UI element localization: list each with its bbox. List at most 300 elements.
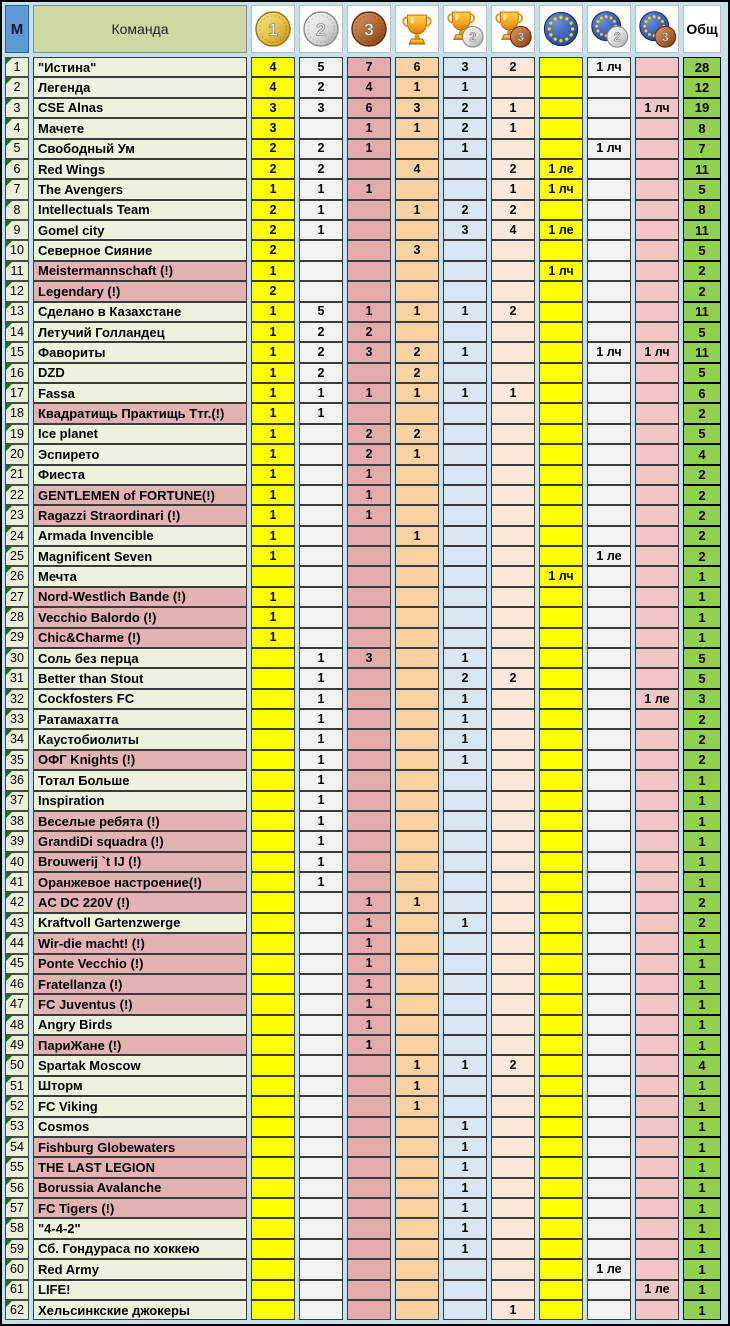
team-name: Ратамахатта bbox=[33, 709, 247, 729]
team-name: DZD bbox=[33, 363, 247, 383]
gold-cup-count bbox=[395, 179, 439, 199]
column-header-place: М bbox=[5, 5, 29, 53]
gold-medal-count: 2 bbox=[251, 159, 295, 179]
team-name: Шторм bbox=[33, 1076, 247, 1096]
total-count: 1 bbox=[683, 770, 721, 790]
euro-silver-count bbox=[587, 363, 631, 383]
silver-medal-count: 1 bbox=[299, 811, 343, 831]
team-name: Armada Invencible bbox=[33, 526, 247, 546]
euro-silver-count bbox=[587, 1218, 631, 1238]
bronze-medal-count bbox=[347, 1055, 391, 1075]
bronze-cup-count bbox=[491, 546, 535, 566]
gold-cup-count bbox=[395, 750, 439, 770]
euro-gold-count bbox=[539, 1178, 583, 1198]
silver-medal-count: 1 bbox=[299, 383, 343, 403]
bronze-medal-count: 1 bbox=[347, 1035, 391, 1055]
gold-cup-count: 2 bbox=[395, 342, 439, 362]
silver-cup-count bbox=[443, 444, 487, 464]
gold-cup-count: 1 bbox=[395, 302, 439, 322]
silver-medal-count bbox=[299, 607, 343, 627]
bronze-medal-count: 1 bbox=[347, 485, 391, 505]
euro-silver-count bbox=[587, 1157, 631, 1177]
silver-cup-count bbox=[443, 852, 487, 872]
total-count: 28 bbox=[683, 57, 721, 77]
euro-bronze-count bbox=[635, 1055, 679, 1075]
bronze-cup-count bbox=[491, 1218, 535, 1238]
euro-bronze-count bbox=[635, 791, 679, 811]
bronze-medal-count: 3 bbox=[347, 648, 391, 668]
euro-bronze-count bbox=[635, 1300, 679, 1320]
euro-gold-count bbox=[539, 852, 583, 872]
bronze-medal-count bbox=[347, 750, 391, 770]
place-number: 60 bbox=[5, 1259, 29, 1279]
euro-silver-count bbox=[587, 465, 631, 485]
gold-cup-count bbox=[395, 607, 439, 627]
bronze-medal-count: 1 bbox=[347, 179, 391, 199]
bronze-cup-count bbox=[491, 1035, 535, 1055]
euro-silver-count bbox=[587, 770, 631, 790]
silver-cup-count bbox=[443, 1300, 487, 1320]
bronze-cup-count bbox=[491, 1137, 535, 1157]
bronze-cup-icon bbox=[493, 9, 533, 49]
team-name: Квадратищь Практищь Ттг.(!) bbox=[33, 403, 247, 423]
euro-gold-count bbox=[539, 791, 583, 811]
gold-medal-count bbox=[251, 1280, 295, 1300]
euro-gold-count bbox=[539, 118, 583, 138]
place-number: 6 bbox=[5, 159, 29, 179]
place-number: 41 bbox=[5, 872, 29, 892]
euro-gold-count bbox=[539, 648, 583, 668]
bronze-cup-count bbox=[491, 1239, 535, 1259]
place-number: 5 bbox=[5, 139, 29, 159]
total-count: 2 bbox=[683, 485, 721, 505]
silver-cup-count: 3 bbox=[443, 220, 487, 240]
gold-cup-count bbox=[395, 1280, 439, 1300]
bronze-cup-count bbox=[491, 403, 535, 423]
euro-gold-count bbox=[539, 424, 583, 444]
bronze-medal-count: 1 bbox=[347, 505, 391, 525]
column-header-silver-cup bbox=[443, 5, 487, 53]
euro-silver-count bbox=[587, 954, 631, 974]
column-header-team: Команда bbox=[33, 5, 247, 53]
place-number: 37 bbox=[5, 791, 29, 811]
euro-silver-count bbox=[587, 1096, 631, 1116]
column-header-gold-cup bbox=[395, 5, 439, 53]
euro-bronze-count bbox=[635, 444, 679, 464]
euro-silver-count bbox=[587, 587, 631, 607]
team-name: Ice planet bbox=[33, 424, 247, 444]
total-count: 1 bbox=[683, 1239, 721, 1259]
bronze-cup-count bbox=[491, 566, 535, 586]
silver-cup-icon bbox=[445, 9, 485, 49]
euro-bronze-count: 1 лч bbox=[635, 342, 679, 362]
silver-cup-count bbox=[443, 974, 487, 994]
silver-cup-count bbox=[443, 1076, 487, 1096]
euro-silver-count: 1 лч bbox=[587, 342, 631, 362]
place-number: 57 bbox=[5, 1198, 29, 1218]
gold-cup-count: 1 bbox=[395, 200, 439, 220]
total-count: 1 bbox=[683, 811, 721, 831]
euro-gold-count bbox=[539, 240, 583, 260]
column-header-euro-gold bbox=[539, 5, 583, 53]
gold-medal-count bbox=[251, 913, 295, 933]
total-count: 1 bbox=[683, 587, 721, 607]
euro-gold-count bbox=[539, 526, 583, 546]
bronze-cup-count bbox=[491, 628, 535, 648]
euro-bronze-count bbox=[635, 974, 679, 994]
bronze-cup-count bbox=[491, 852, 535, 872]
total-count: 4 bbox=[683, 444, 721, 464]
team-name: Brouwerij `t IJ (!) bbox=[33, 852, 247, 872]
team-name: Chic&Charme (!) bbox=[33, 628, 247, 648]
total-count: 3 bbox=[683, 689, 721, 709]
gold-medal-count: 2 bbox=[251, 281, 295, 301]
total-count: 1 bbox=[683, 1280, 721, 1300]
team-name: GENTLEMEN of FORTUNE(!) bbox=[33, 485, 247, 505]
gold-medal-count bbox=[251, 566, 295, 586]
euro-gold-count bbox=[539, 1198, 583, 1218]
euro-bronze-count bbox=[635, 913, 679, 933]
euro-silver-count bbox=[587, 1015, 631, 1035]
team-name: Meistermannschaft (!) bbox=[33, 261, 247, 281]
euro-bronze-count bbox=[635, 1096, 679, 1116]
bronze-medal-count bbox=[347, 1280, 391, 1300]
place-number: 11 bbox=[5, 261, 29, 281]
team-name: Эспирето bbox=[33, 444, 247, 464]
euro-silver-count bbox=[587, 118, 631, 138]
silver-medal-count: 1 bbox=[299, 770, 343, 790]
silver-medal-count: 1 bbox=[299, 220, 343, 240]
euro-gold-icon bbox=[541, 9, 581, 49]
gold-medal-count: 4 bbox=[251, 77, 295, 97]
euro-silver-count bbox=[587, 1178, 631, 1198]
place-number: 31 bbox=[5, 668, 29, 688]
silver-medal-count: 1 bbox=[299, 831, 343, 851]
silver-cup-count bbox=[443, 403, 487, 423]
place-number: 12 bbox=[5, 281, 29, 301]
place-number: 55 bbox=[5, 1157, 29, 1177]
euro-gold-count: 1 ле bbox=[539, 220, 583, 240]
gold-cup-count: 3 bbox=[395, 98, 439, 118]
euro-gold-count bbox=[539, 1239, 583, 1259]
euro-silver-count bbox=[587, 383, 631, 403]
euro-bronze-count bbox=[635, 1239, 679, 1259]
bronze-cup-count bbox=[491, 1157, 535, 1177]
silver-cup-count bbox=[443, 1259, 487, 1279]
euro-bronze-icon bbox=[637, 9, 677, 49]
silver-cup-count: 1 bbox=[443, 1218, 487, 1238]
euro-bronze-count bbox=[635, 566, 679, 586]
euro-bronze-count bbox=[635, 465, 679, 485]
euro-gold-count bbox=[539, 994, 583, 1014]
silver-cup-count: 1 bbox=[443, 648, 487, 668]
gold-cup-count: 1 bbox=[395, 444, 439, 464]
team-name: Fassa bbox=[33, 383, 247, 403]
team-name: Spartak Moscow bbox=[33, 1055, 247, 1075]
euro-bronze-count bbox=[635, 322, 679, 342]
team-name: Wir-die macht! (!) bbox=[33, 933, 247, 953]
euro-silver-count bbox=[587, 1117, 631, 1137]
silver-cup-count: 1 bbox=[443, 1198, 487, 1218]
gold-cup-count bbox=[395, 933, 439, 953]
silver-cup-count: 2 bbox=[443, 118, 487, 138]
gold-medal-count bbox=[251, 1076, 295, 1096]
silver-medal-count bbox=[299, 1117, 343, 1137]
silver-medal-count: 1 bbox=[299, 729, 343, 749]
euro-gold-count bbox=[539, 1015, 583, 1035]
euro-silver-count bbox=[587, 159, 631, 179]
silver-cup-count: 1 bbox=[443, 1055, 487, 1075]
bronze-cup-count bbox=[491, 974, 535, 994]
silver-medal-count bbox=[299, 546, 343, 566]
bronze-cup-count bbox=[491, 1096, 535, 1116]
silver-cup-count: 1 bbox=[443, 302, 487, 322]
gold-cup-count bbox=[395, 648, 439, 668]
silver-medal-count bbox=[299, 1096, 343, 1116]
euro-gold-count bbox=[539, 607, 583, 627]
silver-medal-count bbox=[299, 1178, 343, 1198]
bronze-medal-count bbox=[347, 261, 391, 281]
euro-silver-count bbox=[587, 852, 631, 872]
total-count: 1 bbox=[683, 1259, 721, 1279]
bronze-medal-count bbox=[347, 668, 391, 688]
euro-bronze-count bbox=[635, 424, 679, 444]
euro-silver-count bbox=[587, 505, 631, 525]
euro-bronze-count bbox=[635, 57, 679, 77]
place-number: 42 bbox=[5, 892, 29, 912]
gold-medal-count: 1 bbox=[251, 505, 295, 525]
silver-medal-count bbox=[299, 1015, 343, 1035]
euro-bronze-count bbox=[635, 607, 679, 627]
place-number: 10 bbox=[5, 240, 29, 260]
bronze-cup-count bbox=[491, 444, 535, 464]
bronze-medal-count bbox=[347, 709, 391, 729]
euro-silver-count bbox=[587, 1280, 631, 1300]
place-number: 28 bbox=[5, 607, 29, 627]
gold-cup-count bbox=[395, 668, 439, 688]
euro-gold-count bbox=[539, 933, 583, 953]
silver-cup-count bbox=[443, 424, 487, 444]
euro-silver-count bbox=[587, 1137, 631, 1157]
silver-medal-count: 1 bbox=[299, 200, 343, 220]
gold-medal-icon bbox=[253, 9, 293, 49]
total-count: 1 bbox=[683, 1300, 721, 1320]
team-name: Свободный Ум bbox=[33, 139, 247, 159]
total-count: 2 bbox=[683, 465, 721, 485]
gold-cup-count bbox=[395, 913, 439, 933]
euro-bronze-count: 1 ле bbox=[635, 1280, 679, 1300]
silver-cup-count: 1 bbox=[443, 383, 487, 403]
bronze-medal-count bbox=[347, 1178, 391, 1198]
euro-gold-count bbox=[539, 98, 583, 118]
bronze-cup-count bbox=[491, 689, 535, 709]
gold-cup-count bbox=[395, 281, 439, 301]
silver-medal-count: 2 bbox=[299, 342, 343, 362]
silver-medal-count bbox=[299, 1035, 343, 1055]
gold-cup-count bbox=[395, 505, 439, 525]
euro-gold-count bbox=[539, 1218, 583, 1238]
place-number: 30 bbox=[5, 648, 29, 668]
euro-gold-count bbox=[539, 77, 583, 97]
gold-medal-count bbox=[251, 1015, 295, 1035]
euro-silver-count bbox=[587, 1198, 631, 1218]
team-name: Тотал Больше bbox=[33, 770, 247, 790]
gold-cup-count bbox=[395, 322, 439, 342]
silver-cup-count: 1 bbox=[443, 1117, 487, 1137]
bronze-medal-count bbox=[347, 240, 391, 260]
euro-gold-count bbox=[539, 954, 583, 974]
team-name: Red Army bbox=[33, 1259, 247, 1279]
gold-cup-count bbox=[395, 1015, 439, 1035]
bronze-cup-count bbox=[491, 933, 535, 953]
bronze-cup-count bbox=[491, 363, 535, 383]
team-name: FC Tigers (!) bbox=[33, 1198, 247, 1218]
euro-gold-count bbox=[539, 505, 583, 525]
team-name: LIFE! bbox=[33, 1280, 247, 1300]
silver-medal-count: 3 bbox=[299, 98, 343, 118]
total-count: 1 bbox=[683, 1117, 721, 1137]
euro-silver-count bbox=[587, 750, 631, 770]
euro-bronze-count: 1 лч bbox=[635, 98, 679, 118]
gold-medal-count: 2 bbox=[251, 200, 295, 220]
bronze-medal-count bbox=[347, 791, 391, 811]
team-name: ПариЖане (!) bbox=[33, 1035, 247, 1055]
euro-bronze-count bbox=[635, 240, 679, 260]
place-number: 22 bbox=[5, 485, 29, 505]
bronze-medal-count: 1 bbox=[347, 302, 391, 322]
bronze-cup-count bbox=[491, 770, 535, 790]
silver-medal-count bbox=[299, 913, 343, 933]
euro-gold-count bbox=[539, 200, 583, 220]
euro-silver-count bbox=[587, 220, 631, 240]
bronze-cup-count bbox=[491, 729, 535, 749]
gold-medal-count: 4 bbox=[251, 57, 295, 77]
gold-medal-count bbox=[251, 892, 295, 912]
total-count: 2 bbox=[683, 403, 721, 423]
euro-gold-count bbox=[539, 1117, 583, 1137]
bronze-cup-count bbox=[491, 872, 535, 892]
place-number: 54 bbox=[5, 1137, 29, 1157]
silver-medal-count bbox=[299, 444, 343, 464]
silver-medal-count: 1 bbox=[299, 791, 343, 811]
euro-gold-count bbox=[539, 709, 583, 729]
team-name: Северное Сияние bbox=[33, 240, 247, 260]
gold-cup-count bbox=[395, 546, 439, 566]
euro-gold-count bbox=[539, 689, 583, 709]
euro-silver-count bbox=[587, 831, 631, 851]
gold-cup-count: 1 bbox=[395, 383, 439, 403]
bronze-medal-count: 4 bbox=[347, 77, 391, 97]
euro-silver-count bbox=[587, 974, 631, 994]
silver-medal-count: 1 bbox=[299, 403, 343, 423]
bronze-medal-count: 2 bbox=[347, 322, 391, 342]
total-count: 1 bbox=[683, 1218, 721, 1238]
total-count: 11 bbox=[683, 342, 721, 362]
silver-cup-count bbox=[443, 892, 487, 912]
place-number: 29 bbox=[5, 628, 29, 648]
gold-medal-count: 1 bbox=[251, 628, 295, 648]
bronze-medal-count bbox=[347, 1259, 391, 1279]
gold-cup-count bbox=[395, 1218, 439, 1238]
silver-cup-count bbox=[443, 566, 487, 586]
euro-bronze-count bbox=[635, 261, 679, 281]
bronze-cup-count bbox=[491, 1015, 535, 1035]
silver-medal-icon bbox=[301, 9, 341, 49]
total-count: 1 bbox=[683, 1157, 721, 1177]
svg-text:2: 2 bbox=[613, 30, 621, 45]
place-number: 21 bbox=[5, 465, 29, 485]
gold-cup-count: 1 bbox=[395, 1096, 439, 1116]
euro-bronze-count bbox=[635, 1157, 679, 1177]
bronze-medal-count: 1 bbox=[347, 892, 391, 912]
total-count: 1 bbox=[683, 831, 721, 851]
euro-silver-count bbox=[587, 403, 631, 423]
total-count: 1 bbox=[683, 933, 721, 953]
euro-gold-count bbox=[539, 546, 583, 566]
bronze-cup-count bbox=[491, 750, 535, 770]
euro-bronze-count bbox=[635, 872, 679, 892]
place-number: 23 bbox=[5, 505, 29, 525]
euro-gold-count bbox=[539, 1096, 583, 1116]
total-count: 2 bbox=[683, 892, 721, 912]
total-count: 8 bbox=[683, 200, 721, 220]
bronze-medal-count bbox=[347, 1076, 391, 1096]
bronze-medal-count bbox=[347, 811, 391, 831]
euro-bronze-count bbox=[635, 505, 679, 525]
euro-silver-count bbox=[587, 240, 631, 260]
bronze-cup-count bbox=[491, 281, 535, 301]
gold-medal-count bbox=[251, 791, 295, 811]
euro-bronze-count bbox=[635, 383, 679, 403]
gold-cup-count bbox=[395, 587, 439, 607]
place-number: 24 bbox=[5, 526, 29, 546]
euro-bronze-count bbox=[635, 994, 679, 1014]
euro-bronze-count bbox=[635, 77, 679, 97]
euro-bronze-count bbox=[635, 200, 679, 220]
team-name: ОФГ Knights (!) bbox=[33, 750, 247, 770]
team-name: Angry Birds bbox=[33, 1015, 247, 1035]
place-number: 33 bbox=[5, 709, 29, 729]
total-count: 2 bbox=[683, 729, 721, 749]
bronze-cup-count bbox=[491, 77, 535, 97]
team-name: Мечта bbox=[33, 566, 247, 586]
bronze-cup-count bbox=[491, 424, 535, 444]
total-count: 12 bbox=[683, 77, 721, 97]
silver-cup-count bbox=[443, 240, 487, 260]
euro-silver-count bbox=[587, 485, 631, 505]
silver-medal-count: 1 bbox=[299, 179, 343, 199]
euro-gold-count: 1 ле bbox=[539, 159, 583, 179]
silver-medal-count bbox=[299, 1055, 343, 1075]
place-number: 35 bbox=[5, 750, 29, 770]
euro-bronze-count bbox=[635, 852, 679, 872]
euro-gold-count bbox=[539, 892, 583, 912]
gold-medal-count bbox=[251, 811, 295, 831]
gold-medal-count: 1 bbox=[251, 424, 295, 444]
team-name: "Истина" bbox=[33, 57, 247, 77]
bronze-cup-count bbox=[491, 1076, 535, 1096]
bronze-cup-count: 2 bbox=[491, 1055, 535, 1075]
euro-gold-count bbox=[539, 444, 583, 464]
team-name: Fishburg Globewaters bbox=[33, 1137, 247, 1157]
gold-cup-count bbox=[395, 403, 439, 423]
bronze-cup-count: 1 bbox=[491, 98, 535, 118]
silver-medal-count bbox=[299, 1280, 343, 1300]
gold-medal-count: 1 bbox=[251, 322, 295, 342]
silver-cup-count: 2 bbox=[443, 668, 487, 688]
team-name: Better than Stout bbox=[33, 668, 247, 688]
gold-cup-count bbox=[395, 1035, 439, 1055]
